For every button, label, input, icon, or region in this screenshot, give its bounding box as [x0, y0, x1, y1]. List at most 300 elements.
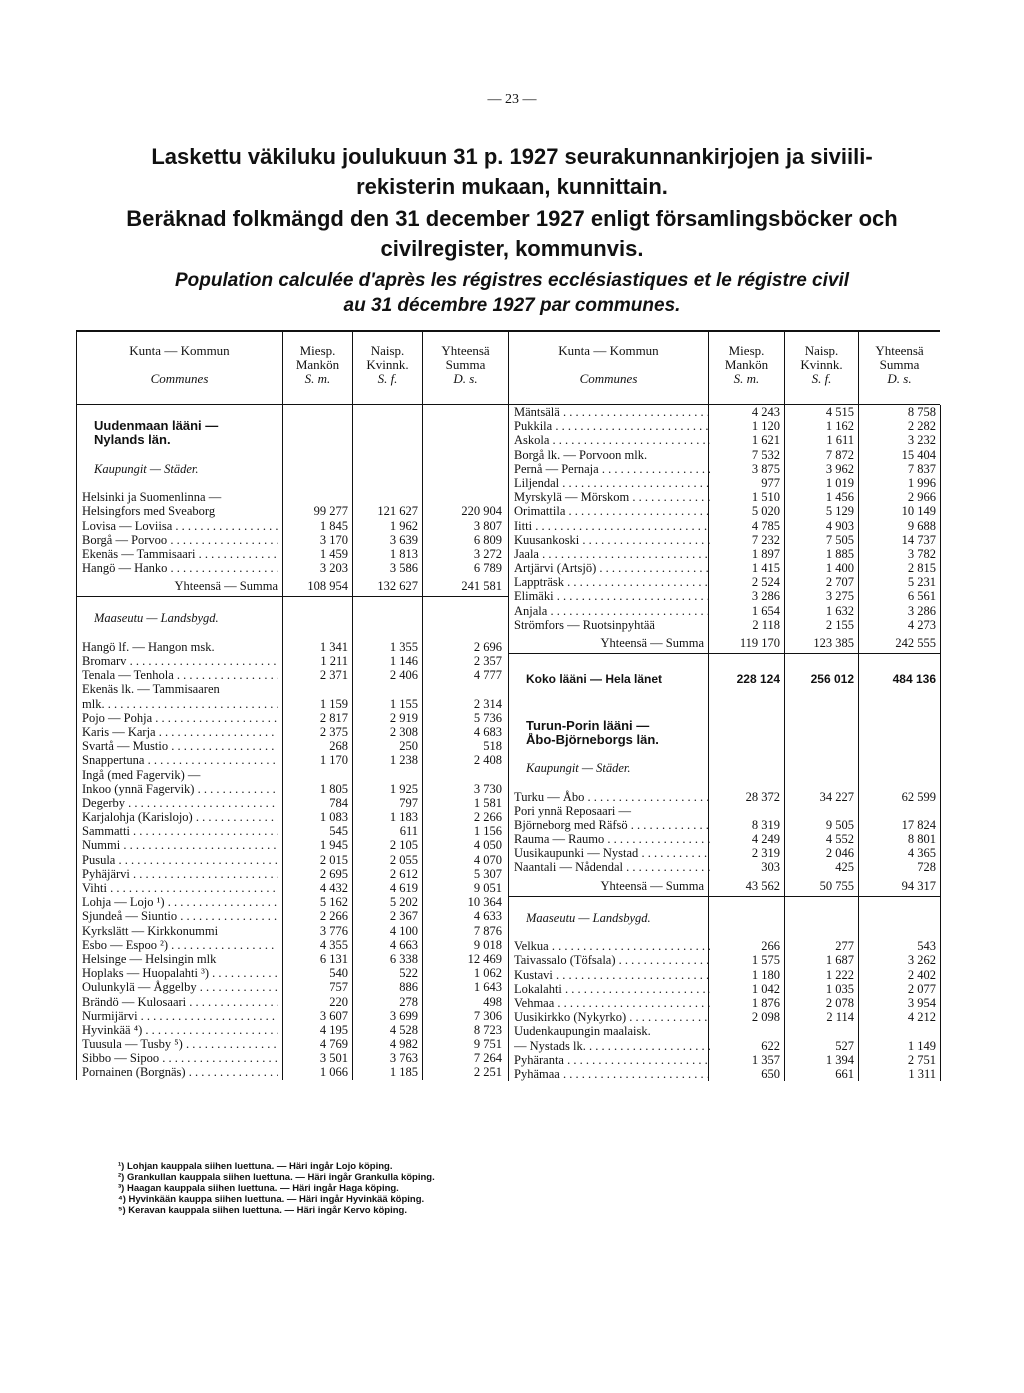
summa-value: 242 555 — [895, 636, 936, 650]
summa-value: 9 018 — [473, 937, 502, 952]
naisp-value: 797 — [399, 795, 418, 810]
row-name: Nurmijärvi . . . — [82, 1009, 278, 1023]
table-row — [508, 719, 940, 733]
row-name: Pyhämaa . . . — [514, 1067, 710, 1081]
table-row — [508, 690, 940, 704]
row-name: Sjundeå — Siuntio . . . — [82, 909, 278, 923]
summa-value: 241 581 — [461, 579, 502, 594]
table-row — [508, 911, 940, 925]
summa-value: 4 070 — [473, 852, 502, 867]
table-row — [508, 733, 940, 747]
row-name: mlk. . . . — [82, 697, 278, 711]
summa-value: 14 737 — [901, 532, 936, 547]
row-name: Yhteensä — Summa — [174, 579, 278, 594]
miesp-value: 108 954 — [307, 579, 348, 594]
table-row — [76, 433, 508, 447]
naisp-value: 1 394 — [825, 1052, 854, 1067]
table-row — [76, 895, 508, 909]
header-miesp-label: Miesp. — [299, 343, 336, 358]
summa-value: 518 — [483, 739, 502, 754]
summa-value: 5 736 — [473, 710, 502, 725]
table-row — [76, 611, 508, 625]
summa-value: 2 077 — [907, 981, 936, 996]
table-row — [76, 640, 508, 654]
table-row — [76, 810, 508, 824]
row-name: Pori ynnä Reposaari — — [514, 803, 631, 818]
row-name: Pyhäranta . . . — [514, 1053, 710, 1067]
header-communes-label: Communes — [150, 371, 209, 386]
header-miesp-right — [708, 332, 784, 404]
row-name: Ekenäs lk. — Tammisaaren — [82, 682, 220, 697]
miesp-value: 1 897 — [751, 546, 780, 561]
summa-value: 4 633 — [473, 909, 502, 924]
row-name: Nummi . . . — [82, 838, 278, 852]
table-row — [76, 1037, 508, 1051]
row-name: Snappertuna . . . — [82, 753, 278, 767]
table-row — [76, 462, 508, 476]
naisp-value: 1 355 — [389, 639, 418, 654]
table-left-half — [76, 332, 508, 1080]
summa-value: 6 561 — [907, 589, 936, 604]
miesp-value: 622 — [761, 1038, 780, 1053]
table-row — [508, 953, 940, 967]
naisp-value: 256 012 — [810, 672, 854, 687]
naisp-value: 4 100 — [389, 923, 418, 938]
table-row — [508, 547, 940, 561]
row-name: Ingå (med Fagervik) — — [82, 767, 201, 782]
summa-value: 2 696 — [473, 639, 502, 654]
miesp-value: 2 375 — [319, 724, 348, 739]
row-name: Taivassalo (Töfsala) . . . — [514, 953, 710, 967]
miesp-value: 2 098 — [751, 1010, 780, 1025]
miesp-value: 8 319 — [751, 817, 780, 832]
table-row — [76, 448, 508, 462]
naisp-value: 1 400 — [825, 561, 854, 576]
summa-value: 4 273 — [907, 617, 936, 632]
naisp-value: 3 962 — [825, 461, 854, 476]
miesp-value: 28 372 — [745, 789, 780, 804]
table-row — [508, 575, 940, 589]
row-name: Tuusula — Tusby ⁵) . . . — [82, 1037, 278, 1051]
table-row — [76, 1023, 508, 1037]
miesp-value: 303 — [761, 860, 780, 875]
table-row — [76, 995, 508, 1009]
row-name: Velkua . . . — [514, 939, 710, 953]
header-summa-label-right: Summa — [879, 357, 920, 372]
table-body-left — [76, 405, 508, 1080]
table-row — [508, 433, 940, 447]
naisp-value: 2 155 — [825, 617, 854, 632]
title-swedish-line-2: civilregister, kommunvis. — [380, 236, 644, 261]
row-name: Myrskylä — Mörskom . . . — [514, 490, 710, 504]
row-name: Tenala — Tenhola . . . — [82, 668, 278, 682]
summa-value: 3 272 — [473, 546, 502, 561]
table-row — [76, 504, 508, 518]
naisp-value: 132 627 — [377, 579, 418, 594]
column-rule — [508, 405, 509, 1081]
table-row — [76, 881, 508, 895]
table-row — [508, 925, 940, 939]
row-name: Yhteensä — Summa — [600, 636, 704, 650]
summa-value: 3 782 — [907, 546, 936, 561]
miesp-value: 6 131 — [319, 951, 348, 966]
naisp-value: 3 586 — [389, 561, 418, 576]
row-name: Lappträsk . . . — [514, 575, 710, 589]
table-header-right — [508, 332, 940, 405]
table-row — [76, 739, 508, 753]
summa-value: 8 723 — [473, 1022, 502, 1037]
summa-value: 4 050 — [473, 838, 502, 853]
summa-value: 2 251 — [473, 1065, 502, 1080]
naisp-value: 2 919 — [389, 710, 418, 725]
miesp-value: 1 876 — [751, 995, 780, 1010]
table-row — [508, 476, 940, 490]
miesp-value: 1 654 — [751, 603, 780, 618]
column-rule — [422, 405, 423, 1080]
naisp-value: 7 505 — [825, 532, 854, 547]
table-row — [508, 654, 940, 668]
miesp-value: 7 532 — [751, 447, 780, 462]
summa-value: 7 264 — [473, 1051, 502, 1066]
table-row — [508, 604, 940, 618]
table-row — [76, 1051, 508, 1065]
table-row — [508, 519, 940, 533]
row-name: Mäntsälä . . . — [514, 405, 710, 419]
miesp-value: 3 286 — [751, 589, 780, 604]
miesp-value: 1 621 — [751, 433, 780, 448]
naisp-value: 2 114 — [826, 1010, 854, 1025]
naisp-value: 3 639 — [389, 532, 418, 547]
table-row — [76, 654, 508, 668]
summa-value: 2 815 — [907, 561, 936, 576]
row-name: Uudenkaupungin maalaisk. — [514, 1024, 651, 1039]
summa-value: 5 231 — [907, 575, 936, 590]
naisp-value: 2 707 — [825, 575, 854, 590]
table-row — [76, 966, 508, 980]
naisp-value: 527 — [835, 1038, 854, 1053]
row-name: Pusula . . . — [82, 853, 278, 867]
row-name: Hangö lf. — Hangon msk. — [82, 639, 215, 654]
naisp-value: 121 627 — [377, 504, 418, 519]
naisp-value: 4 552 — [825, 832, 854, 847]
summa-value: 10 364 — [467, 895, 502, 910]
header-communes-label-right: Communes — [579, 371, 638, 386]
table-row — [508, 561, 940, 575]
miesp-value: 1 459 — [319, 546, 348, 561]
row-name: Maaseutu — Landsbygd. — [94, 611, 219, 626]
table-row — [76, 768, 508, 782]
miesp-value: 4 195 — [319, 1022, 348, 1037]
naisp-value: 2 046 — [825, 846, 854, 861]
miesp-value: 2 524 — [751, 575, 780, 590]
footnote-2: ²) Grankullan kauppala siihen luettuna. — Häri ingår Grankulla köping. — [118, 1172, 435, 1183]
row-name: Elimäki . . . — [514, 589, 710, 603]
miesp-value: 4 355 — [319, 937, 348, 952]
naisp-value: 1 238 — [389, 753, 418, 768]
row-name: Karjalohja (Karislojo) . . . — [82, 810, 278, 824]
summa-value: 1 643 — [473, 980, 502, 995]
row-name: Yhteensä — Summa — [600, 878, 704, 893]
summa-value: 3 232 — [907, 433, 936, 448]
naisp-value: 1 611 — [826, 433, 854, 448]
title-block — [60, 142, 964, 318]
row-name: Kustavi . . . — [514, 968, 710, 982]
naisp-value: 522 — [399, 966, 418, 981]
naisp-value: 1 162 — [825, 419, 854, 434]
miesp-value: 1 510 — [751, 490, 780, 505]
miesp-value: 977 — [761, 475, 780, 490]
summa-value: 6 789 — [473, 561, 502, 576]
summa-value: 9 688 — [907, 518, 936, 533]
summa-value: 17 824 — [901, 817, 936, 832]
row-name: Liljendal . . . — [514, 476, 710, 490]
row-name: Nylands län. — [94, 433, 171, 448]
summa-value: 12 469 — [467, 951, 502, 966]
table-row — [508, 775, 940, 789]
table-row — [508, 448, 940, 462]
table-row — [76, 938, 508, 952]
row-name: Kaupungit — Städer. — [526, 761, 631, 776]
footnote-5: ⁵) Keravan kauppala siihen luettuna. — Häri ingår Kervo köping. — [118, 1205, 407, 1216]
summa-value: 2 357 — [473, 654, 502, 668]
naisp-value: 1 962 — [389, 518, 418, 533]
summa-value: 2 402 — [907, 967, 936, 982]
table-row — [508, 939, 940, 953]
table-body-right — [508, 405, 940, 1081]
row-name: Pernå — Pernaja . . . — [514, 462, 710, 476]
summa-value: 15 404 — [901, 447, 936, 462]
title-finnish-line-2: rekisterin mukaan, kunnittain. — [356, 174, 668, 199]
row-name: Helsinge — Helsingin mlk — [82, 951, 217, 966]
miesp-value: 1 120 — [751, 419, 780, 434]
miesp-value: 3 607 — [319, 1008, 348, 1023]
row-name: Kyrkslätt — Kirkkonummi — [82, 923, 219, 938]
miesp-value: 784 — [329, 795, 348, 810]
naisp-value: 6 338 — [389, 951, 418, 966]
row-name: Naantali — Nådendal . . . — [514, 860, 710, 874]
header-kvinnk-label-right: Kvinnk. — [800, 357, 843, 372]
row-name: — Nystads lk. . . . — [514, 1039, 710, 1053]
naisp-value: 2 078 — [825, 995, 854, 1010]
miesp-value: 1 170 — [319, 753, 348, 768]
naisp-value: 1 183 — [389, 810, 418, 825]
table-row — [76, 547, 508, 561]
row-name: Oulunkylä — Åggelby . . . — [82, 980, 278, 994]
table-row — [508, 504, 940, 518]
miesp-value: 2 695 — [319, 866, 348, 881]
table-row — [508, 1010, 940, 1024]
table-row — [508, 761, 940, 775]
naisp-value: 2 406 — [389, 668, 418, 683]
summa-value: 9 751 — [473, 1037, 502, 1052]
naisp-value: 4 663 — [389, 937, 418, 952]
table-row — [508, 1067, 940, 1081]
table-row — [76, 476, 508, 490]
miesp-value: 1 945 — [319, 838, 348, 853]
summa-value: 7 876 — [473, 923, 502, 938]
naisp-value: 1 146 — [389, 654, 418, 668]
naisp-value: 1 155 — [389, 696, 418, 711]
table-row — [76, 782, 508, 796]
header-kunta-label-right: Kunta — Kommun — [558, 343, 659, 358]
summa-value: 4 683 — [473, 724, 502, 739]
miesp-value: 1 083 — [319, 810, 348, 825]
miesp-value: 545 — [329, 824, 348, 839]
column-rule — [708, 405, 709, 1081]
table-row — [508, 533, 940, 547]
table-row — [76, 853, 508, 867]
summa-value: 2 751 — [907, 1052, 936, 1067]
miesp-value: 1 159 — [319, 696, 348, 711]
row-name: Anjala . . . — [514, 604, 710, 618]
miesp-value: 7 232 — [751, 532, 780, 547]
miesp-value: 1 042 — [751, 981, 780, 996]
miesp-value: 1 575 — [751, 953, 780, 968]
table-row — [76, 626, 508, 640]
table-row — [508, 419, 940, 433]
header-mankon-label: Mankön — [295, 357, 340, 372]
miesp-value: 268 — [329, 739, 348, 754]
miesp-value: 220 — [329, 994, 348, 1009]
table-right-half — [508, 332, 940, 1081]
row-name: Svartå — Mustio . . . — [82, 739, 278, 753]
table-row — [508, 462, 940, 476]
header-kunta-label: Kunta — Kommun — [129, 343, 230, 358]
column-rule — [940, 405, 941, 1081]
miesp-value: 43 562 — [745, 878, 780, 893]
summa-value: 484 136 — [892, 672, 936, 687]
table-row — [76, 909, 508, 923]
miesp-value: 3 875 — [751, 461, 780, 476]
miesp-value: 757 — [329, 980, 348, 995]
naisp-value: 1 813 — [389, 546, 418, 561]
summa-value: 3 807 — [473, 518, 502, 533]
summa-value: 62 599 — [901, 789, 936, 804]
row-name: Vihti . . . — [82, 881, 278, 895]
header-kunta-right — [508, 332, 708, 404]
row-name: Sammatti . . . — [82, 824, 278, 838]
row-name: Uusikirkko (Nykyrko) . . . — [514, 1010, 710, 1024]
row-name: Hyvinkää ⁴) . . . — [82, 1023, 278, 1037]
naisp-value: 1 185 — [389, 1065, 418, 1080]
summa-value: 7 837 — [907, 461, 936, 476]
summa-value: 3 262 — [907, 953, 936, 968]
naisp-value: 1 925 — [389, 781, 418, 796]
miesp-value: 540 — [329, 966, 348, 981]
table-row — [76, 490, 508, 504]
row-name: Maaseutu — Landsbygd. — [526, 910, 651, 925]
naisp-value: 4 903 — [825, 518, 854, 533]
row-name: Åbo-Björneborgs län. — [526, 732, 659, 747]
row-name: Kaupungit — Städer. — [94, 461, 199, 476]
miesp-value: 5 162 — [319, 895, 348, 910]
naisp-value: 1 687 — [825, 953, 854, 968]
page-number: — 23 — — [487, 92, 537, 107]
table-row — [76, 561, 508, 575]
table-row — [76, 711, 508, 725]
column-rule — [352, 405, 353, 1080]
miesp-value: 3 501 — [319, 1051, 348, 1066]
miesp-value: 2 266 — [319, 909, 348, 924]
table-row — [508, 618, 940, 632]
summa-value: 1 156 — [473, 824, 502, 839]
table-row — [508, 832, 940, 846]
row-name: Vehmaa . . . — [514, 996, 710, 1010]
naisp-value: 1 035 — [825, 981, 854, 996]
row-name: Pojo — Pohja . . . — [82, 711, 278, 725]
miesp-value: 3 170 — [319, 532, 348, 547]
row-name: Turku — Åbo . . . — [514, 790, 710, 804]
table-row — [508, 818, 940, 832]
summa-value: 5 307 — [473, 866, 502, 881]
summa-value: 8 801 — [907, 832, 936, 847]
naisp-value: 1 222 — [825, 967, 854, 982]
header-naisp — [352, 332, 422, 404]
row-name: Koko lääni — Hela länet — [526, 672, 663, 687]
naisp-value: 1 632 — [825, 603, 854, 618]
summa-value: 1 581 — [473, 795, 502, 810]
miesp-value: 119 170 — [739, 636, 780, 650]
row-name: Pukkila . . . — [514, 419, 710, 433]
header-miesp-label-right: Miesp. — [728, 343, 765, 358]
row-name: Ekenäs — Tammisaari . . . — [82, 547, 278, 561]
header-naisp-right — [784, 332, 858, 404]
row-name: Brändö — Kulosaari . . . — [82, 995, 278, 1009]
table-row — [508, 790, 940, 804]
table-row — [508, 996, 940, 1010]
header-mankon-label-right: Mankön — [724, 357, 769, 372]
naisp-value: 2 308 — [389, 724, 418, 739]
naisp-value: 4 982 — [389, 1037, 418, 1052]
table-row — [508, 1053, 940, 1067]
row-name: Hoplaks — Huopalahti ³) . . . — [82, 966, 278, 980]
miesp-value: 650 — [761, 1066, 780, 1081]
row-name: Björneborg med Räfsö . . . — [514, 818, 710, 832]
miesp-value: 4 249 — [751, 832, 780, 847]
naisp-value: 123 385 — [813, 636, 854, 650]
row-name: Lohja — Lojo ¹) . . . — [82, 895, 278, 909]
summa-value: 498 — [483, 994, 502, 1009]
header-sf-label-right: S. f. — [811, 371, 832, 386]
header-naisp-label-right: Naisp. — [804, 343, 839, 358]
naisp-value: 1 885 — [825, 546, 854, 561]
summa-value: 4 777 — [473, 668, 502, 683]
table-row — [76, 575, 508, 597]
summa-value: 10 149 — [901, 504, 936, 519]
row-name: Strömfors — Ruotsinpyhtää — [514, 617, 655, 632]
column-rule — [282, 405, 283, 1080]
naisp-value: 277 — [835, 939, 854, 954]
naisp-value: 7 872 — [825, 447, 854, 462]
table-row — [76, 796, 508, 810]
naisp-value: 1 456 — [825, 490, 854, 505]
table-row — [76, 405, 508, 419]
miesp-value: 2 319 — [751, 846, 780, 861]
header-sm-label: S. m. — [304, 371, 331, 386]
header-kvinnk-label: Kvinnk. — [366, 357, 409, 372]
title-finnish-line-1: Laskettu väkiluku joulukuun 31 p. 1927 seurakunnankirjojen ja siviili- — [151, 144, 873, 169]
summa-value: 728 — [917, 860, 936, 875]
summa-value: 4 212 — [907, 1010, 936, 1025]
naisp-value: 5 129 — [825, 504, 854, 519]
row-name: Bromarv . . . — [82, 654, 278, 668]
row-name: Pornainen (Borgnäs) . . . — [82, 1065, 278, 1079]
header-naisp-label: Naisp. — [370, 343, 405, 358]
naisp-value: 425 — [835, 860, 854, 875]
naisp-value: 9 505 — [825, 817, 854, 832]
summa-value: 2 966 — [907, 490, 936, 505]
table-row — [508, 405, 940, 419]
